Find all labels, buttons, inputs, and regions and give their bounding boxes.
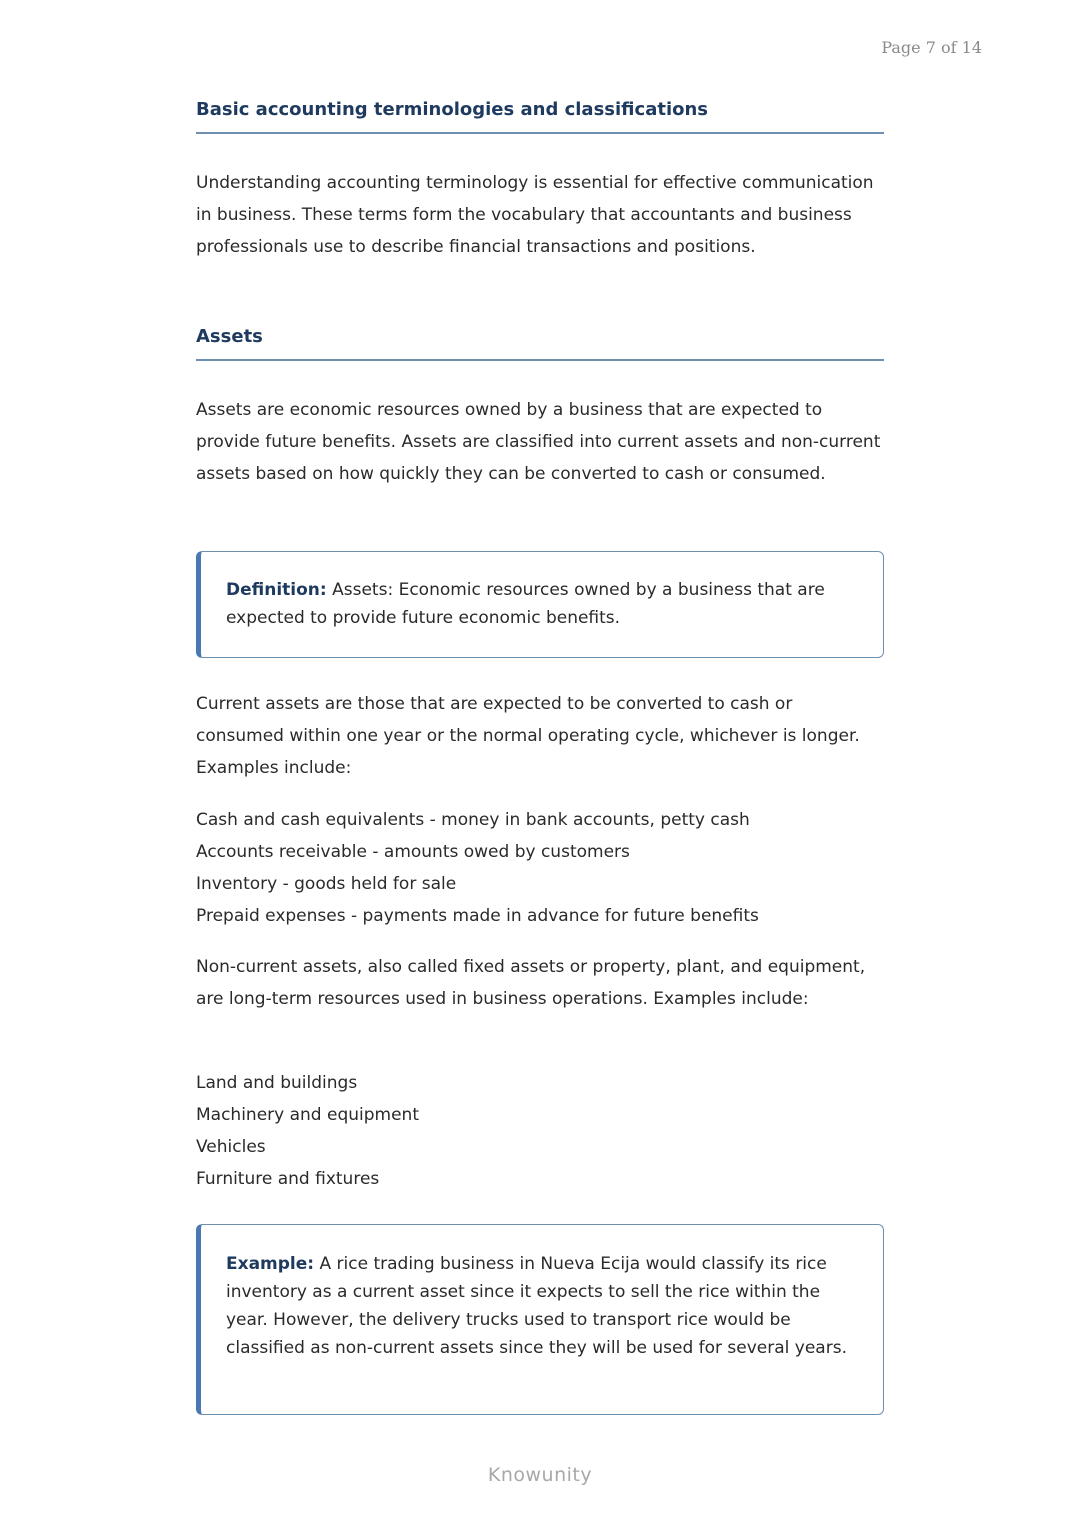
section-heading-assets: Assets xyxy=(196,326,884,361)
list-item: Land and buildings xyxy=(196,1073,358,1093)
list-item: Inventory - goods held for sale xyxy=(196,874,457,894)
assets-paragraph: Assets are economic resources owned by a business that are expected to provide future benefits. Assets are classified into current assets and non-current assets based on how quickly they can be converted to cash or consumed. xyxy=(196,400,881,484)
noncurrent-assets-paragraph: Non-current assets, also called fixed assets or property, plant, and equipment, are long-term resources used in business operations. Examples include: xyxy=(196,957,866,1009)
intro-paragraph: Understanding accounting terminology is essential for effective communication in business. These terms form the vocabulary that accountants and business professionals use to describe financial transactions and positions. xyxy=(196,173,874,257)
noncurrent-assets-list xyxy=(196,1067,884,1195)
example-text: A rice trading business in Nueva Ecija would classify its rice inventory as a current asset since it expects to sell the rice within the year. However, the delivery trucks used to transport rice would be classified as non-current assets since they will be used for several years. xyxy=(226,1254,847,1358)
list-item: Accounts receivable - amounts owed by customers xyxy=(196,842,630,862)
list-item: Furniture and fixtures xyxy=(196,1169,380,1189)
list-item: Prepaid expenses - payments made in advance for future benefits xyxy=(196,906,759,926)
definition-text: Assets: Economic resources owned by a business that are expected to provide future economic benefits. xyxy=(226,580,825,628)
page-number: Page 7 of 14 xyxy=(881,38,982,57)
list-item: Cash and cash equivalents - money in bank accounts, petty cash xyxy=(196,810,750,830)
example-callout xyxy=(196,1224,884,1415)
definition-callout xyxy=(196,551,884,658)
list-item: Machinery and equipment xyxy=(196,1105,420,1125)
example-label: Example: xyxy=(226,1254,315,1274)
list-item: Vehicles xyxy=(196,1137,266,1157)
section-heading-basic-terminology: Basic accounting terminologies and classifications xyxy=(196,99,884,134)
definition-label: Definition: xyxy=(226,580,327,600)
current-assets-list xyxy=(196,804,884,932)
current-assets-paragraph: Current assets are those that are expected to be converted to cash or consumed within one year or the normal operating cycle, whichever is longer. Examples include: xyxy=(196,694,860,778)
footer-brand: Knowunity xyxy=(487,1464,593,1486)
